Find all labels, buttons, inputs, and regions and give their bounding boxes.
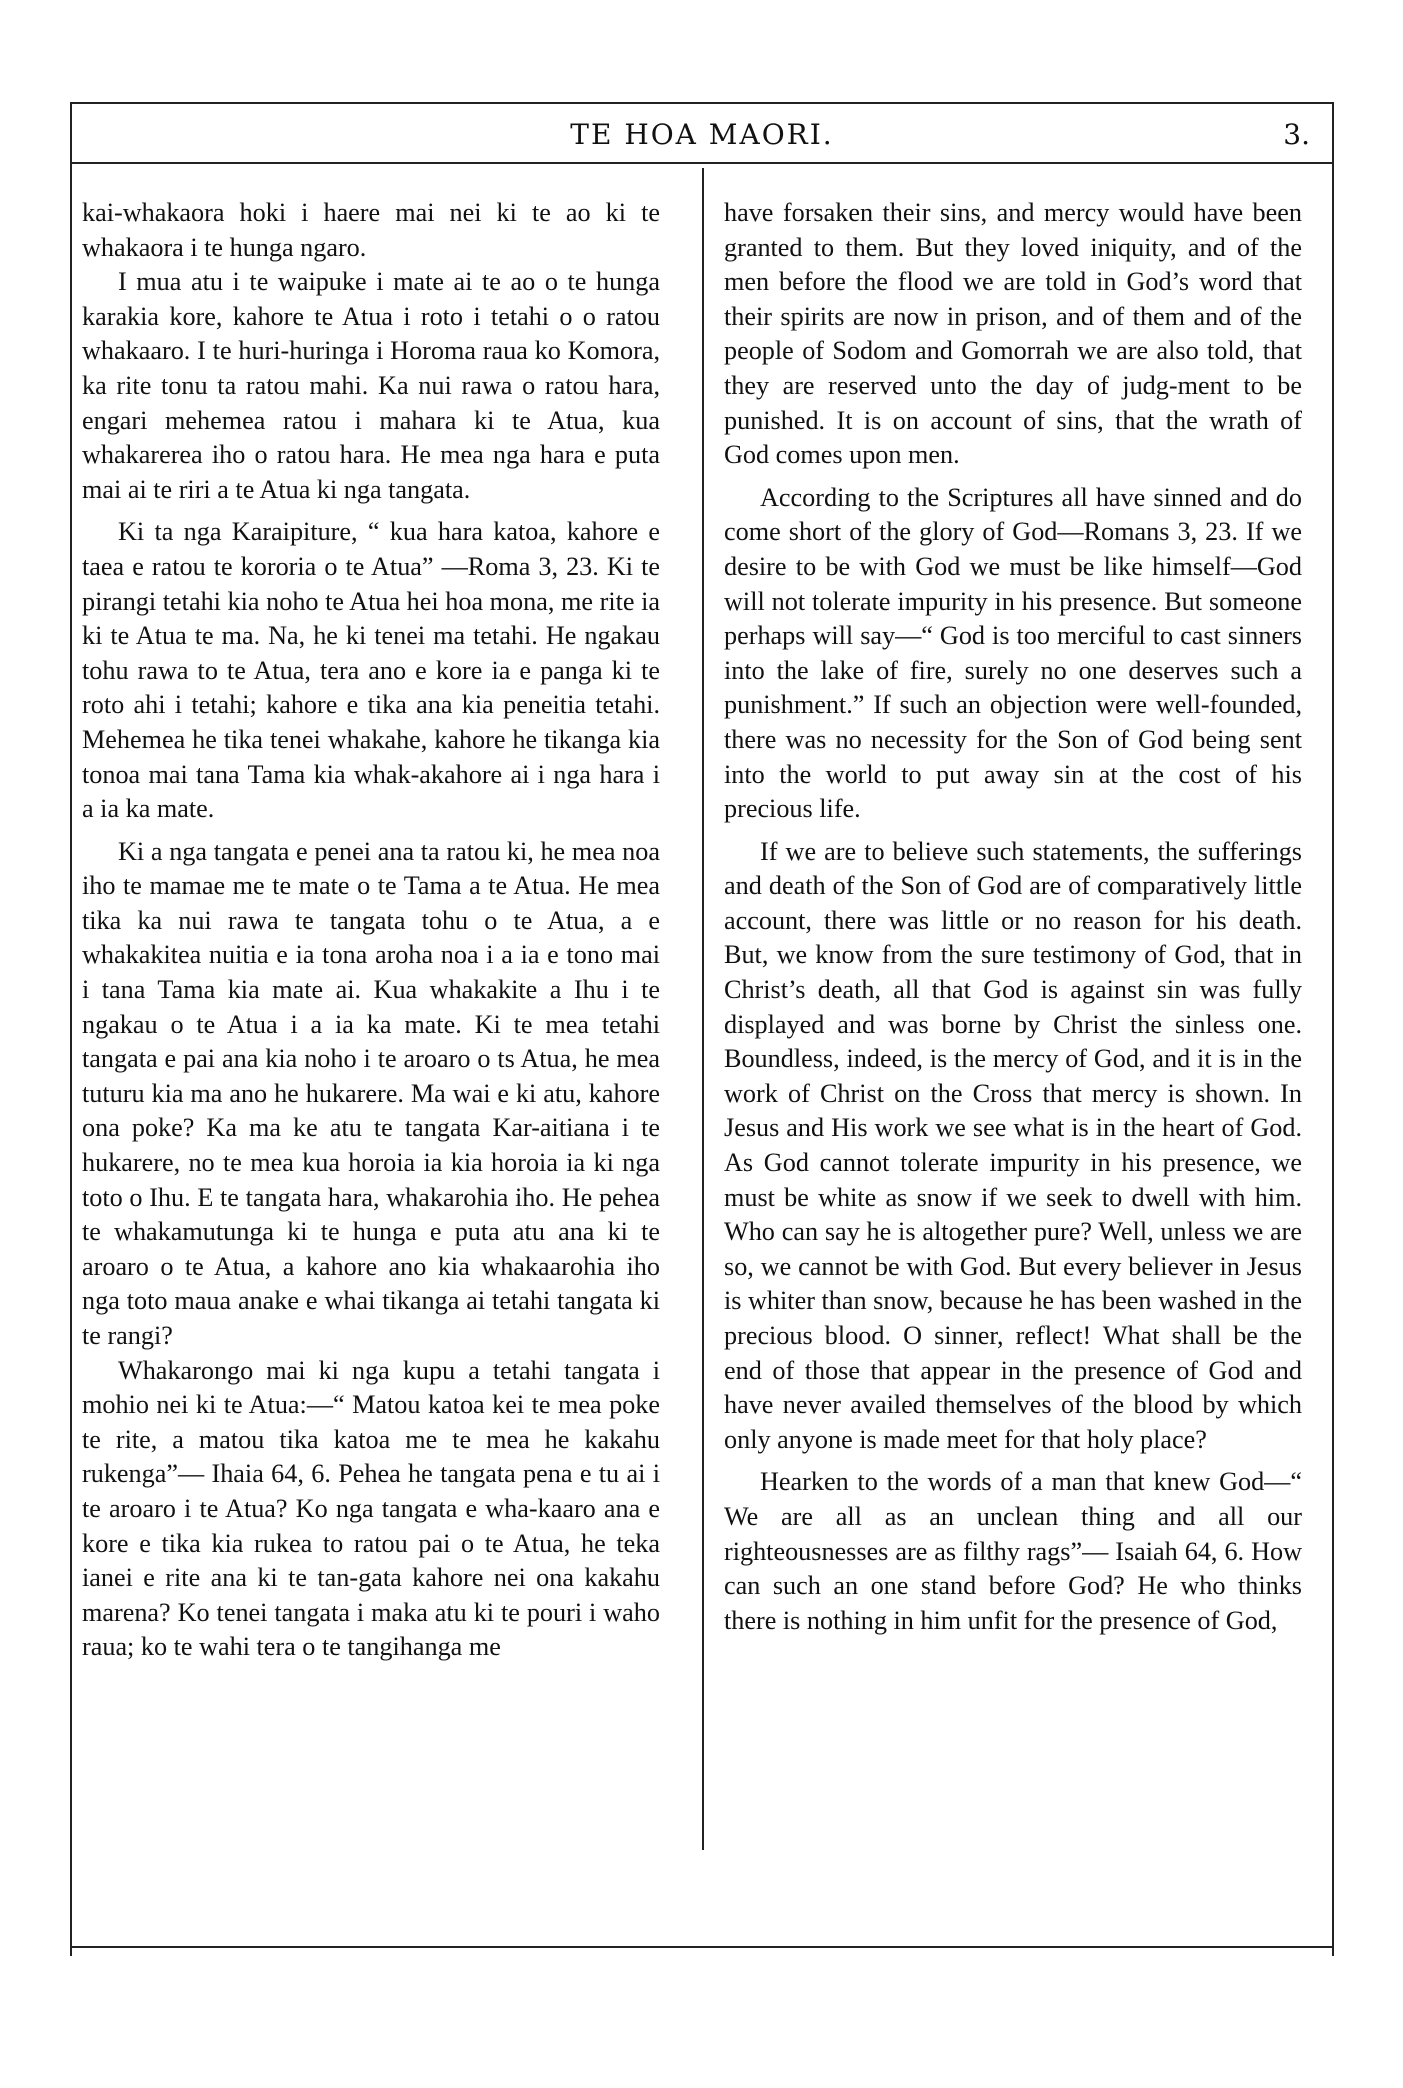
paragraph: I mua atu i te waipuke i mate ai te ao o te hunga karakia kore, kahore te Atua i roto i tetahi o o ratou whakaaro. I te huri-huringa i Horoma raua ko Komora, ka rite tonu ta ratou mahi. Ka nui rawa o ratou hara, engari mehemea ratou i mahara ki te Atua, kua whakarerea iho o ratou hara. He mea nga hara e puta mai ai te riri a te Atua ki nga tangata.: [82, 267, 660, 504]
english-column: [724, 196, 1302, 1638]
maori-column: [82, 196, 660, 1665]
page-number: 3.: [1283, 118, 1310, 151]
publication-title: TE HOA MAORI.: [570, 118, 834, 151]
paragraph: Whakarongo mai ki nga kupu a tetahi tangata i mohio nei ki te Atua:—“ Matou katoa kei te mea poke te rite, a matou tika katoa me te mea he kakahu rukenga”— Ihaia 64, 6. Pehea he tangata pena e tu ai i te aroaro i te Atua? Ko nga tangata e wha-kaaro ana e kore e tika kia rukea to ratou pai o te Atua, he teka ianei e rite ana ki te tan-gata kahore nei ona kakahu marena? Ko tenei tangata i maka atu ki te pouri i waho raua; ko te wahi tera o te tangihanga me: [82, 1355, 660, 1662]
paragraph: Ki ta nga Karaipiture, “ kua hara katoa, kahore e taea e ratou te kororia o te Atua” —Roma 3, 23. Ki te pirangi tetahi kia noho te Atua hei hoa mona, me rite ia ki te Atua te ma. Na, he ki tenei ma tetahi. He ngakau tohu rawa to te Atua, tera ano e kore ia e panga ki te roto ahi i tetahi; kahore e tika ana kia peneitia tetahi. Mehemea he tika tenei whakahe, kahore he tikanga kia tonoa mai tana Tama kia whak-akahore ai i nga hara i a ia ka mate.: [82, 517, 660, 824]
paragraph: If we are to believe such statements, the sufferings and death of the Son of God are of comparatively little account, there was little or no reason for his death. But, we know from the sure testimony of God, that in Christ’s death, all that God is against sin was fully displayed and was borne by Christ the sinless one. Boundless, indeed, is the mercy of God, and it is in the work of Christ on the Cross that mercy is shown. In Jesus and His work we see what is in the heart of God. As God cannot tolerate impurity in his presence, we must be white as snow if we seek to dwell with him. Who can say he is altogether pure? Well, unless we are so, we cannot be with God. But every believer in Jesus is whiter than snow, because he has been washed in the precious blood. O sinner, reflect! What shall be the end of those that appear in the presence of God and have never availed themselves of the blood by which only anyone is made meet for that holy place?: [724, 836, 1302, 1454]
column-divider: [702, 168, 704, 1850]
page-frame: [70, 102, 1334, 1956]
paragraph: Hearken to the words of a man that knew God—“ We are all as an unclean thing and all our righteousnesses are as filthy rags”— Isaiah 64, 6. How can such an one stand before God? He who thinks there is nothing in him unfit for the presence of God,: [724, 1467, 1302, 1635]
paragraph: Ki a nga tangata e penei ana ta ratou ki, he mea noa iho te mamae me te mate o te Tama a te Atua. He mea tika ka nui rawa te tangata tohu o te Atua, a e whakakitea nuitia e ia tona aroha noa i a ia e tono mai i tana Tama kia mate ai. Kua whakakite a Ihu i te ngakau o te Atua i a ia ka mate. Ki te mea tetahi tangata e pai ana kia noho i te aroaro o ts Atua, he mea tuturu kia ma ano he hukarere. Ma wai e ki atu, kahore ona poke? Ka ma ke atu te tangata Kar-aitiana i te hukarere, no te mea kua horoia ia kia horoia ia ki nga toto o Ihu. E te tangata hara, whakarohia iho. He pehea te whakamutunga ki te hunga e puta atu ana ki te aroaro o te Atua, a kahore ano kia whakaarohia iho nga toto maua anake e whai tikanga ai tetahi tangata ki te rangi?: [82, 836, 660, 1350]
paragraph: have forsaken their sins, and mercy would have been granted to them. But they loved iniquity, and of the men before the flood we are told in God’s word that their spirits are now in prison, and of them and of the people of Sodom and Gomorrah we are also told, that they are reserved unto the day of judg-ment to be punished. It is on account of sins, that the wrath of God comes upon men.: [724, 198, 1302, 470]
paragraph: kai-whakaora hoki i haere mai nei ki te ao ki te whakaora i te hunga ngaro.: [82, 198, 660, 262]
bottom-rule: [70, 1946, 1334, 1948]
paragraph: According to the Scriptures all have sinned and do come short of the glory of God—Romans 3, 23. If we desire to be with God we must be like himself—God will not tolerate impurity in his presence. But someone perhaps will say—“ God is too merciful to cast sinners into the lake of fire, surely no one deserves such a punishment.” If such an objection were well-founded, there was no necessity for the Son of God being sent into the world to put away sin at the cost of his precious life.: [724, 482, 1302, 824]
running-header: [72, 104, 1332, 164]
